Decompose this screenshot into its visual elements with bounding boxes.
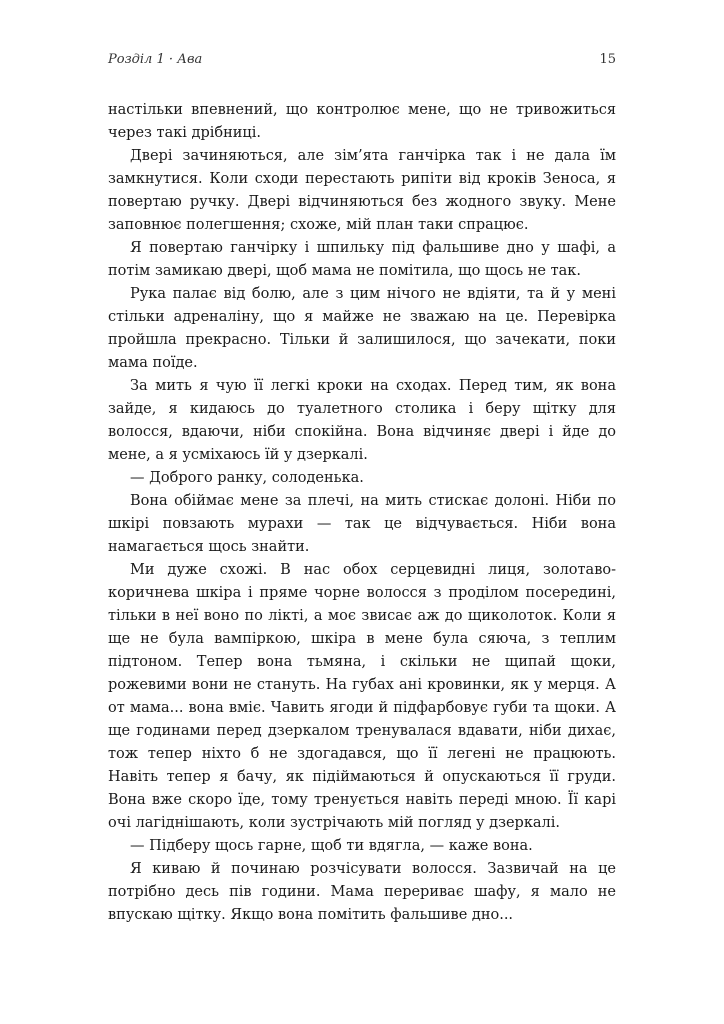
paragraph: Рука палає від болю, але з цим нічого не вдіяти, та й у мені стільки адреналіну, що я майже не зважаю на це. Перевірка пройшла прекрасно. Тільки й залишилося, що зачекати, поки мама поїде. [108,286,616,371]
dialogue-line: — Доброго ранку, солоденька. [130,470,364,486]
book-page [108,52,616,927]
page-number: 15 [599,52,616,67]
paragraph: настільки впевнений, що контролює мене, що не тривожиться через такі дрібниці. [108,102,616,141]
chapter-title: Розділ 1 · Ава [108,52,203,67]
paragraph: Я повертаю ганчірку і шпильку під фальшиве дно у шафі, а потім замикаю двері, щоб мама не помітила, що щось не так. [108,240,616,279]
paragraph: За мить я чую її легкі кроки на сходах. Перед тим, як вона зайде, я кидаюсь до туалетного столика і беру щітку для волосся, вдаючи, ніби спокійна. Вона відчиняє двері і йде до мене, а я усміхаюсь їй у дзеркалі. [108,378,616,463]
body-text [108,99,616,927]
paragraph: Двері зачиняються, але зім’ята ганчірка так і не дала їм замкнутися. Коли сходи перестають рипіти від кроків Зеноса, я повертаю ручку. Двері відчиняються без жодного звуку. Мене заповнює полегшення; схоже, мій план таки спрацює. [108,148,616,233]
paragraph: Вона обіймає мене за плечі, на мить стискає долоні. Ніби по шкірі повзають мурахи — так це відчувається. Ніби вона намагається щось знайти. [108,493,616,555]
dialogue-line: — Підберу щось гарне, щоб ти вдягла, — каже вона. [130,838,533,854]
running-header [108,52,616,78]
paragraph: Я киваю й починаю розчісувати волосся. Зазвичай на це потрібно десь пів години. Мама перериває шафу, я мало не впускаю щітку. Якщо вона помітить фальшиве дно... [108,861,616,923]
paragraph: Ми дуже схожі. В нас обох серцевидні лиця, золотаво-коричнева шкіра і пряме чорне волосся з проділом посередині, тільки в неї воно по лікті, а моє звисає аж до щиколоток. Коли я ще не була вампіркою, шкіра в мене була сяюча, з теплим підтоном. Тепер вона тьмяна, і скільки не щипай щоки, рожевими вони не стануть. На губах ані кровинки, як у мерця. А от мама... вона вміє. Чавить ягоди й підфарбовує губи та щоки. А ще годинами перед дзеркалом тренувалася вдавати, ніби дихає, тож тепер ніхто б не здогадався, що її легені не працюють. Навіть тепер я бачу, як підіймаються й опускаються її груди. Вона вже скоро їде, тому тренується навіть переді мною. Її карі очі лагіднішають, коли зустрічають мій погляд у дзеркалі. [108,562,616,831]
